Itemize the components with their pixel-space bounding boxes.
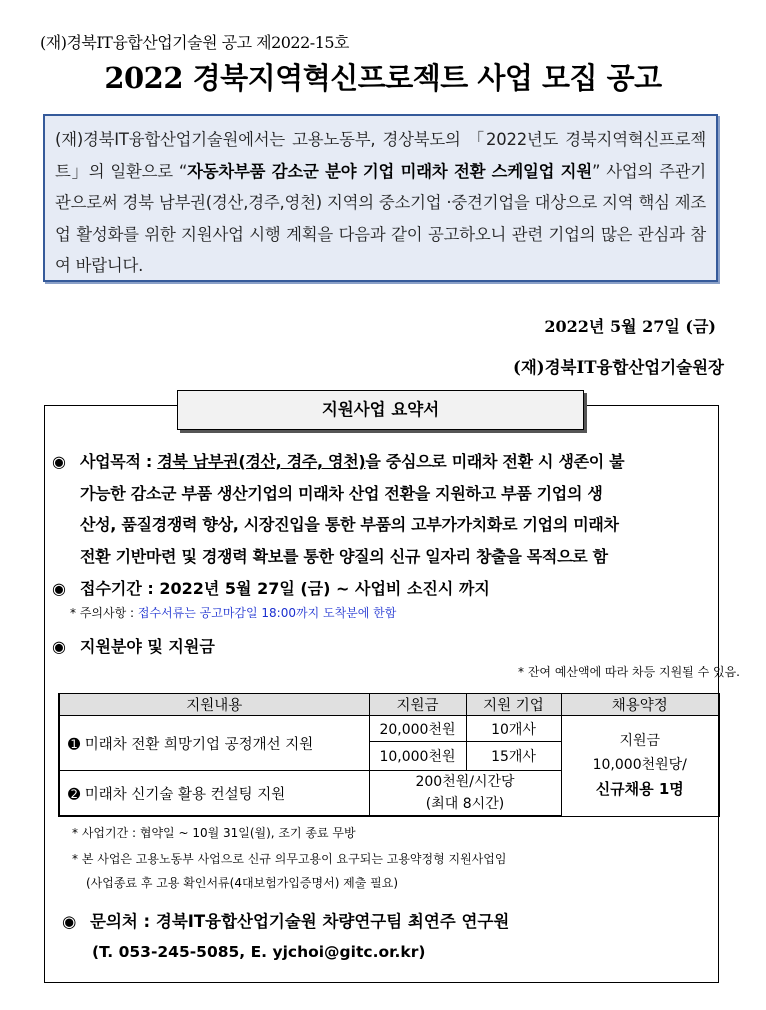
row1-name: ➊ 미래차 전환 희망기업 공정개선 지원 — [59, 716, 369, 771]
bullet-icon: ◉ — [52, 452, 66, 471]
header-content: 지원내용 — [59, 694, 369, 716]
summary-title: 지원사업 요약서 — [177, 390, 584, 430]
row2-amount-line2: (최대 8시간) — [425, 796, 505, 812]
intro-text-part2: ” 사업의 주관기관으로써 경북 남부권(경산,경주,영천) 지역의 중소기업 ·중견기업을 대상으로 지역 핵심 제조업 활성화를 위한 지원사업 시행 계획을 다음과 같이 공고하오니 관련 기업의 많은 관심과 참여 바랍니다. — [55, 161, 706, 275]
purpose-line4: 전환 기반마련 및 경쟁력 확보를 통한 양질의 신규 일자리 창출을 목적으로 함 — [80, 546, 608, 566]
row2-amount — [369, 771, 561, 817]
purpose-line1: 을 중심으로 미래차 전환 시 생존이 불 — [365, 452, 625, 471]
employment-note: * 본 사업은 고용노동부 사업으로 신규 의무고용이 요구되는 고용약정형 지원사업임 — [72, 852, 507, 866]
pledge-cell — [561, 716, 719, 817]
row2-name: ➋ 미래차 신기술 활용 컨설팅 지원 — [59, 771, 369, 817]
pledge-line1: 지원금 — [619, 733, 661, 750]
pledge-line3: 신규채용 1명 — [595, 780, 684, 799]
row1a-count: 10개사 — [466, 716, 561, 742]
employment-subnote: (사업종료 후 고용 확인서류(4대보험가입증명서) 제출 필요) — [86, 876, 399, 890]
contact-detail: (T. 053-245-5085, E. yjchoi@gitc.or.kr) — [92, 943, 426, 961]
contact-text: 문의처 : 경북IT융합산업기술원 차량연구팀 최연주 연구원 — [90, 912, 510, 931]
intro-highlight: 자동차부품 감소군 분야 기업 미래차 전환 스케일업 지원 — [187, 161, 592, 181]
support-heading-text: 지원분야 및 지원금 — [80, 637, 215, 656]
purpose-label: 사업목적 : — [80, 452, 158, 471]
caution-note — [70, 604, 396, 621]
pledge-line2: 10,000천원당/ — [592, 757, 687, 774]
row1a-amount: 20,000천원 — [369, 716, 466, 742]
page-title: 2022 경북지역혁신프로젝트 사업 모집 공고 — [104, 61, 662, 95]
support-heading — [52, 634, 215, 657]
contact-line — [62, 908, 509, 932]
header-companies: 지원 기업 — [466, 694, 561, 716]
bullet-icon: ◉ — [52, 579, 66, 598]
notice-number: (재)경북IT융합산업기술원 공고 제2022-15호 — [40, 33, 350, 52]
purpose-line2: 가능한 감소군 부품 생산기업의 미래차 산업 전환을 지원하고 부품 기업의 생 — [80, 483, 603, 503]
header-amount: 지원금 — [369, 694, 466, 716]
table-header-row — [59, 694, 719, 716]
purpose-section — [52, 446, 718, 572]
purpose-line3: 산성, 품질경쟁력 향상, 시장진입을 통한 부품의 고부가가치화로 기업의 미래차 — [80, 515, 619, 534]
bullet-icon: ◉ — [62, 912, 77, 931]
row2-amount-line1: 200천원/시간당 — [415, 774, 515, 790]
reception-section — [52, 576, 490, 599]
support-table — [58, 693, 720, 817]
caution-text: 접수서류는 공고마감일 18:00까지 도착분에 한함 — [137, 606, 397, 620]
table-row — [59, 716, 719, 742]
issuer-name: (재)경북IT융합산업기술원장 — [513, 358, 724, 377]
remaining-budget-note: * 잔여 예산액에 따라 차등 지원될 수 있음. — [518, 665, 740, 679]
intro-box — [43, 114, 718, 282]
header-pledge: 채용약정 — [561, 694, 719, 716]
bullet-icon: ◉ — [52, 637, 66, 656]
caution-label: * 주의사항 : — [70, 606, 138, 620]
row1b-amount: 10,000천원 — [369, 742, 466, 771]
period-note: * 사업기간 : 협약일 ~ 10월 31일(월), 조기 종료 무방 — [72, 826, 356, 840]
intro-text-part1: (재)경북IT융합산업기술원에서는 고용노동부, 경상북도의 「2022년도 경북지역혁신프로젝트」의 일환으로 “ — [55, 130, 706, 181]
reception-text: 접수기간 : 2022년 5월 27일 (금) ~ 사업비 소진시 까지 — [80, 579, 490, 598]
purpose-region: 경북 남부권(경산, 경주, 영천) — [157, 452, 366, 471]
notice-date: 2022년 5월 27일 (금) — [544, 317, 716, 336]
row1b-count: 15개사 — [466, 742, 561, 771]
